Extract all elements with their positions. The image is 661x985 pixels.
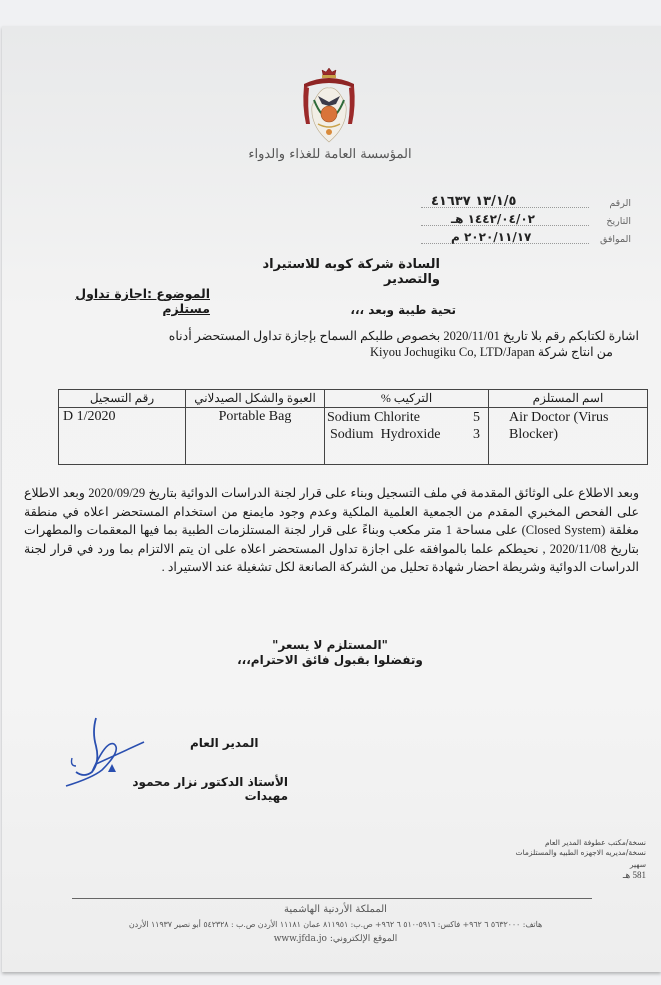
footer-country: المملكة الأردنية الهاشمية	[284, 904, 387, 915]
header-product-name: اسم المستلزم	[489, 390, 648, 408]
table-header-row	[59, 390, 648, 408]
carbon-copy-list	[506, 838, 646, 880]
reference-corresponding-value: ٢٠٢٠/١١/١٧ م	[451, 230, 532, 244]
cc-line: 581 هـ	[622, 870, 646, 880]
footer-divider	[72, 898, 592, 899]
closing	[200, 638, 460, 668]
greeting: تحية طيبة وبعد ،،،	[350, 303, 456, 317]
reference-date-label: التاريخ	[606, 216, 631, 227]
signatory-title: المدير العام	[190, 736, 259, 750]
reference-date-value: ١٤٤٢/٠٤/٠٢ هـ	[451, 212, 535, 226]
package-cell: Portable Bag	[186, 408, 325, 465]
intro-line-2: من انتاج شركة Kiyou Jochugiku Co, LTD/Japan	[369, 345, 613, 359]
subject-line: الموضوع :اجازة تداول مستلزم	[75, 286, 210, 316]
signatory-name: الأستاذ الدكتور نزار محمود مهيدات	[132, 775, 288, 803]
reference-corresponding-row	[401, 231, 631, 249]
organization-name: المؤسسة العامة للغذاء والدواء	[248, 147, 412, 162]
cc-line: سهير	[629, 860, 646, 869]
composition-item	[327, 426, 480, 443]
reference-corresponding-label: الموافق	[599, 234, 631, 245]
intro-line-1: اشارة لكتابكم رقم بلا تاريخ 2020/11/01 بخصوص طلبكم السماح بإجازة تداول المستحضر أدناه	[168, 329, 639, 343]
ingredient-name: Sodium Hydroxide	[330, 427, 441, 442]
footer-contact: هاتف: ٥٦٣٢٠٠٠ ٦ ٩٦٢+ فاكس: ٥٩١٦-٥١٠ ٦ ٩٦٢+ ص.ب: ٨١١٩٥١ عمان ١١١٨١ الأردن ص.ب : ٥٤٢٣٢٨ أبو نصير ١١٩٣٧ الأردن	[128, 920, 543, 929]
closing-salutation: وتفضلوا بقبول فائق الاحترام،،،	[237, 653, 423, 667]
header-package: العبوة والشكل الصيدلاني	[186, 390, 325, 408]
ingredient-percent: 5	[473, 410, 480, 425]
reference-number-value: ١٣/١/٥ ٤١٦٣٧	[431, 194, 517, 209]
header-composition: التركيب %	[325, 390, 489, 408]
reference-number-row	[401, 195, 631, 213]
composition-item	[327, 409, 480, 426]
product-name-cell: Air Doctor (Virus Blocker)	[489, 408, 648, 465]
header-registration: رقم التسجيل	[59, 390, 186, 408]
composition-cell	[325, 408, 489, 465]
intro-paragraph	[30, 328, 639, 360]
addressee: السادة شركة كوبه للاستيراد والتصدير	[262, 257, 440, 287]
registration-table	[58, 389, 648, 465]
jordan-coat-of-arms-icon	[298, 66, 360, 146]
closing-note: "المستلزم لا يسعر"	[272, 638, 388, 652]
ingredient-name: Sodium Chlorite	[327, 410, 420, 425]
reference-date-row	[401, 213, 631, 231]
table-row	[59, 408, 648, 465]
footer	[30, 903, 641, 946]
body-paragraph: وبعد الاطلاع على الوثائق المقدمة في ملف التسجيل وبناء على قرار لجنة الدراسات الدوائية بتاريخ 2020/09/29 وبعد الاطلاع على الفحص المخبري المقدم من الجمعية العلمية الملكية وعدم وجود مايمنع من استخدام المستحضر اعلاه في منطقة مغلقة (Closed System) على مساحة 1 متر مكعب وبناءً على قرار لجنة المستلزمات الطبية بما فيها المعقمات والمطهرات بتاريخ 2020/11/08 , نحيطكم علما بالموافقه على اجازة تداول المستحضر اعلاه على ان يتم الالتزام بما ورد في قرار لجنة الدراسات الدوائية وشريطة احضار شهادة تحليل من الشركة الصانعة لكل تشغيلة عند الاستيراد .	[24, 486, 640, 575]
ingredient-percent: 3	[473, 427, 480, 442]
footer-website[interactable]: الموقع الإلكتروني: www.jfda.jo	[273, 934, 398, 944]
cc-line: نسخة/مديريه الاجهزه الطبيه والمستلزمات	[515, 848, 646, 857]
registration-cell: D 1/2020	[59, 408, 186, 465]
cc-line: نسخة/مكتب عطوفة المدير العام	[545, 838, 646, 847]
reference-number-label: الرقم	[609, 198, 631, 209]
